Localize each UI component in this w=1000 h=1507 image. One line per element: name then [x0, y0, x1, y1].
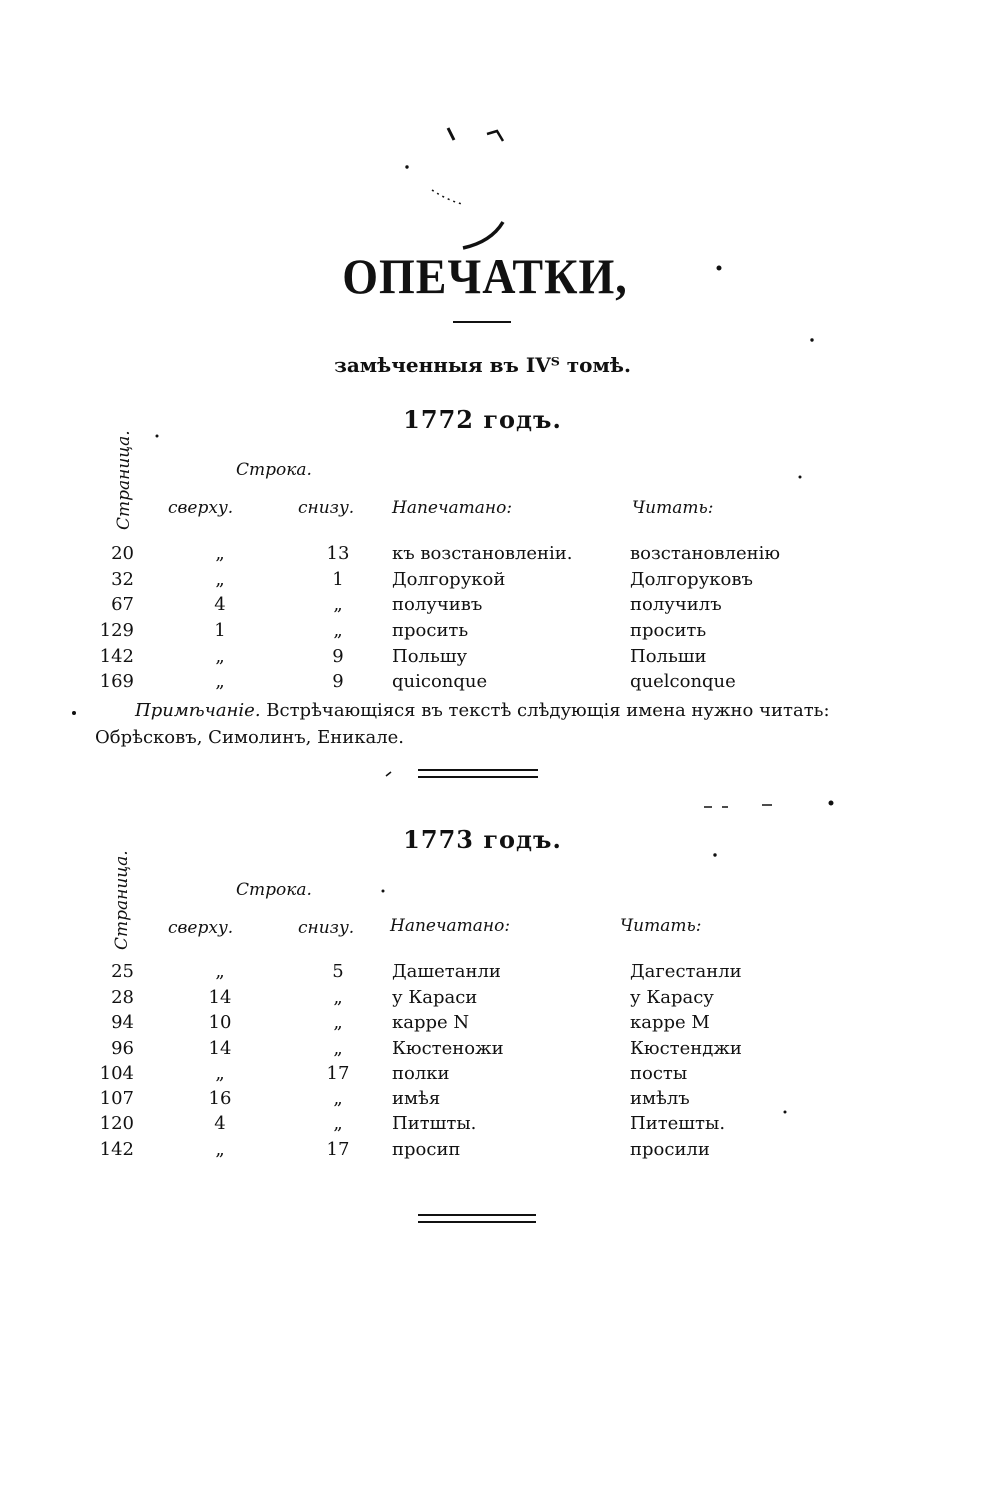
page-number: 25 [111, 961, 134, 982]
line-from-top: 14 [208, 987, 232, 1008]
table-row [0, 1063, 1000, 1089]
from-bottom-header: снизу. [298, 918, 355, 938]
table-row [0, 1113, 1000, 1139]
line-from-top: „ [215, 646, 225, 667]
line-from-top: „ [215, 543, 225, 564]
read-header: Читать: [620, 916, 702, 936]
line-from-bottom: 17 [326, 1063, 350, 1084]
line-from-top: 10 [208, 1012, 232, 1033]
read-text: Питешты. [630, 1113, 726, 1134]
page-number: 169 [99, 671, 134, 692]
title-rule [453, 321, 511, 323]
table-row [0, 1139, 1000, 1165]
read-header: Читать: [632, 498, 714, 518]
line-from-bottom: 1 [332, 569, 344, 590]
read-text: Дагестанли [630, 961, 742, 982]
table-row [0, 594, 1000, 620]
printed-text: получивъ [392, 594, 483, 615]
table-row [0, 987, 1000, 1013]
line-header: Строка. [236, 880, 312, 900]
line-from-top: 16 [208, 1088, 232, 1109]
line-from-top: 4 [214, 594, 226, 615]
line-from-bottom: 5 [332, 961, 344, 982]
read-text: у Карасу [630, 987, 714, 1008]
line-from-bottom: „ [333, 1113, 343, 1134]
footnote [95, 697, 875, 751]
page-number: 107 [99, 1088, 134, 1109]
read-text: карре M [630, 1012, 710, 1033]
printed-text: Дашетанли [392, 961, 501, 982]
printed-text: просип [392, 1139, 461, 1160]
read-text: получилъ [630, 594, 722, 615]
line-from-bottom: „ [333, 1038, 343, 1059]
line-from-top: „ [215, 569, 225, 590]
line-from-top: 4 [214, 1113, 226, 1134]
line-from-bottom: 9 [332, 646, 344, 667]
page-number: 94 [111, 1012, 134, 1033]
read-text: Долгоруковъ [630, 569, 753, 590]
table-row [0, 569, 1000, 595]
page-number: 28 [111, 987, 134, 1008]
line-from-bottom: „ [333, 1088, 343, 1109]
line-from-top: „ [215, 1063, 225, 1084]
printed-text: Кюстеножи [392, 1038, 504, 1059]
from-bottom-header: снизу. [298, 498, 355, 518]
line-header: Строка. [236, 460, 312, 480]
printed-text: къ возстановленіи. [392, 543, 573, 564]
page-number: 32 [111, 569, 134, 590]
printed-text: у Караси [392, 987, 478, 1008]
from-top-header: сверху. [168, 918, 234, 938]
line-from-top: „ [215, 671, 225, 692]
printed-text: карре N [392, 1012, 470, 1033]
printed-text: Долгорукой [392, 569, 506, 590]
printed-header: Напечатано: [392, 498, 513, 518]
subtitle: замѣченныя въ IVᵀ томѣ. [334, 353, 631, 377]
printed-header: Напечатано: [390, 916, 511, 936]
page-number: 142 [99, 646, 134, 667]
page-number: 129 [99, 620, 134, 641]
line-from-bottom: „ [333, 594, 343, 615]
printed-text: quiconque [392, 671, 488, 692]
read-text: возстановленію [630, 543, 781, 564]
footnote-label: Примѣчаніе. [135, 700, 261, 721]
line-from-bottom: 13 [326, 543, 350, 564]
footnote-text: Встрѣчающіяся въ текстѣ слѣдующія имена нужно читать: Обрѣсковъ, Симолинъ, Еникале. [95, 700, 830, 748]
read-text: имѣлъ [630, 1088, 690, 1109]
table-row [0, 620, 1000, 646]
page-number: 104 [99, 1063, 134, 1084]
from-top-header: сверху. [168, 498, 234, 518]
page-column-label: Страница. [114, 430, 134, 530]
page-number: 96 [111, 1038, 134, 1059]
line-from-top: „ [215, 961, 225, 982]
printed-text: Питшты. [392, 1113, 477, 1134]
read-text: Польши [630, 646, 707, 667]
page-number: 142 [99, 1139, 134, 1160]
page-number: 20 [111, 543, 134, 564]
printed-text: полки [392, 1063, 450, 1084]
table-row [0, 1012, 1000, 1038]
year-heading-1772: 1772 годъ. [403, 405, 562, 434]
table-row [0, 543, 1000, 569]
table-row [0, 671, 1000, 697]
line-from-bottom: „ [333, 987, 343, 1008]
table-row [0, 961, 1000, 987]
read-text: посты [630, 1063, 688, 1084]
read-text: quelconque [630, 671, 736, 692]
line-from-top: „ [215, 1139, 225, 1160]
line-from-top: 1 [214, 620, 226, 641]
section-divider [418, 769, 538, 778]
page-title: ОПЕЧАТКИ, [342, 248, 628, 305]
page-column-label: Страница. [112, 850, 132, 950]
read-text: Кюстенджи [630, 1038, 742, 1059]
line-from-bottom: „ [333, 1012, 343, 1033]
printed-text: просить [392, 620, 469, 641]
table-row [0, 646, 1000, 672]
line-from-bottom: 9 [332, 671, 344, 692]
table-row [0, 1088, 1000, 1114]
page-number: 67 [111, 594, 134, 615]
line-from-bottom: „ [333, 620, 343, 641]
line-from-bottom: 17 [326, 1139, 350, 1160]
page-number: 120 [99, 1113, 134, 1134]
read-text: просили [630, 1139, 710, 1160]
printed-text: Польшу [392, 646, 468, 667]
printed-text: имѣя [392, 1088, 441, 1109]
read-text: просить [630, 620, 707, 641]
end-divider [418, 1214, 536, 1223]
table-row [0, 1038, 1000, 1064]
year-heading-1773: 1773 годъ. [403, 825, 562, 854]
line-from-top: 14 [208, 1038, 232, 1059]
